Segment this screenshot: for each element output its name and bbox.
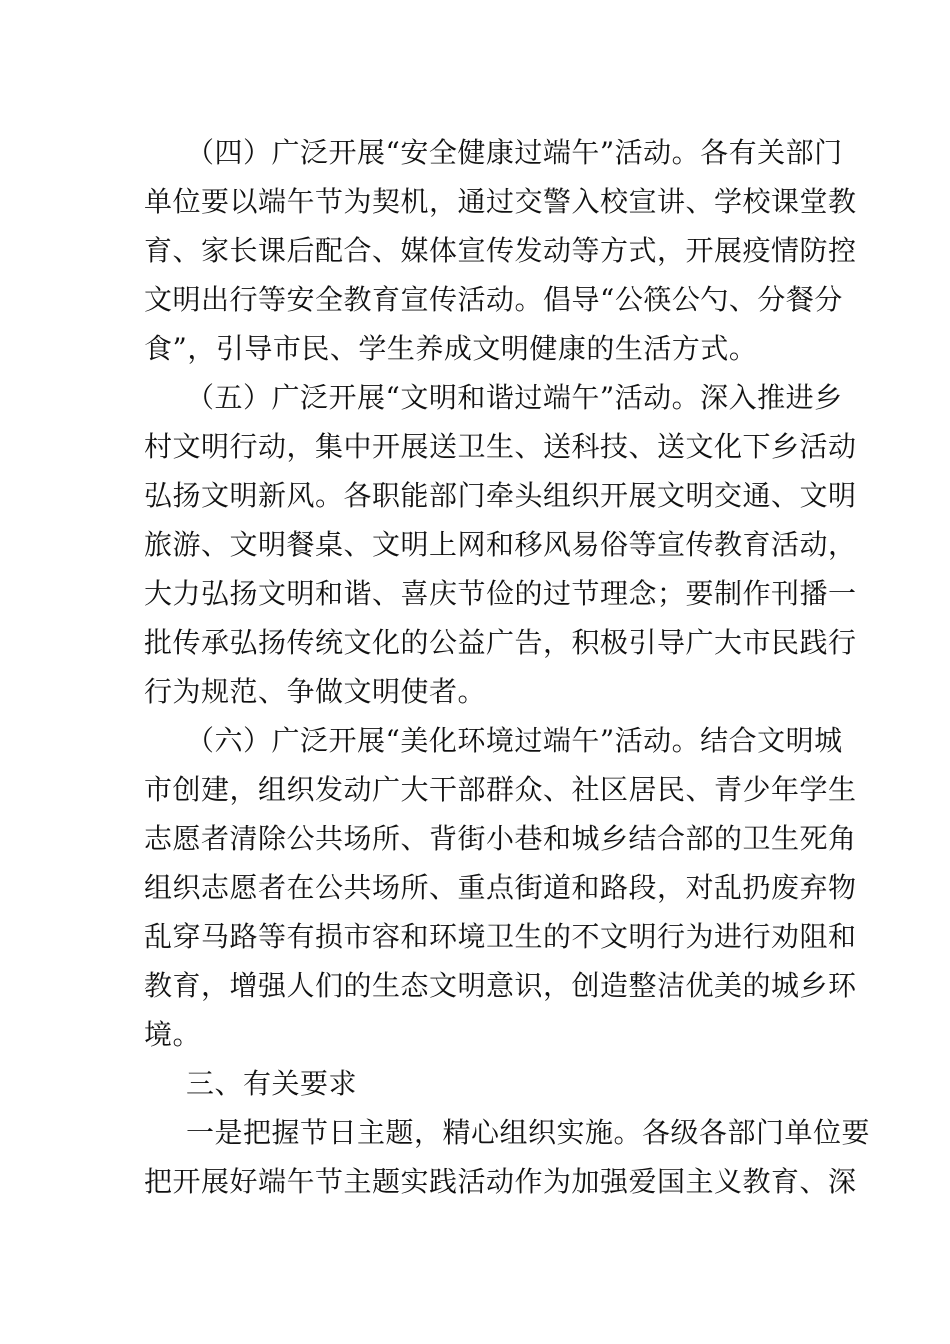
paragraph-5-line-5: 大力弘扬文明和谐、喜庆节俭的过节理念；要制作刊播一 [144, 577, 857, 610]
paragraph-5-line-4: 旅游、文明餐桌、文明上网和移风易俗等宣传教育活动， [144, 528, 857, 561]
paragraph-6-line-4: 组织志愿者在公共场所、重点街道和路段，对乱扔废弃物 [144, 871, 857, 904]
paragraph-4-line-2: 单位要以端午节为契机，通过交警入校宣讲、学校课堂教 [144, 185, 857, 218]
paragraph-4-line-4: 文明出行等安全教育宣传活动。倡导“公筷公勺、分餐分 [144, 283, 843, 316]
paragraph-4-line-3: 育、家长课后配合、媒体宣传发动等方式，开展疫情防控 [144, 234, 857, 267]
paragraph-6-line-6: 教育，增强人们的生态文明意识，创造整洁优美的城乡环 [144, 969, 857, 1002]
paragraph-5-line-6: 批传承弘扬传统文化的公益广告，积极引导广大市民践行 [144, 626, 857, 659]
section-heading-requirements: 三、有关要求 [186, 1067, 358, 1100]
paragraph-6-line-5: 乱穿马路等有损市容和环境卫生的不文明行为进行劝阻和 [144, 920, 857, 953]
paragraph-4-line-1: （四）广泛开展“安全健康过端午”活动。各有关部门 [186, 136, 843, 169]
paragraph-6-line-7: 境。 [144, 1018, 202, 1051]
paragraph-4-line-5: 食”，引导市民、学生养成文明健康的生活方式。 [144, 332, 758, 365]
paragraph-5-line-3: 弘扬文明新风。各职能部门牵头组织开展文明交通、文明 [144, 479, 857, 512]
paragraph-6-line-1: （六）广泛开展“美化环境过端午”活动。结合文明城 [186, 724, 843, 757]
paragraph-5-line-1: （五）广泛开展“文明和谐过端午”活动。深入推进乡 [186, 381, 843, 414]
requirement-1-line-2: 把开展好端午节主题实践活动作为加强爱国主义教育、深 [144, 1165, 857, 1198]
requirement-1-line-1: 一是把握节日主题，精心组织实施。各级各部门单位要 [186, 1116, 871, 1149]
paragraph-6-line-3: 志愿者清除公共场所、背街小巷和城乡结合部的卫生死角 [144, 822, 857, 855]
paragraph-5-line-7: 行为规范、争做文明使者。 [144, 675, 487, 708]
paragraph-5-line-2: 村文明行动，集中开展送卫生、送科技、送文化下乡活动 [144, 430, 857, 463]
paragraph-6-line-2: 市创建，组织发动广大干部群众、社区居民、青少年学生 [144, 773, 857, 806]
